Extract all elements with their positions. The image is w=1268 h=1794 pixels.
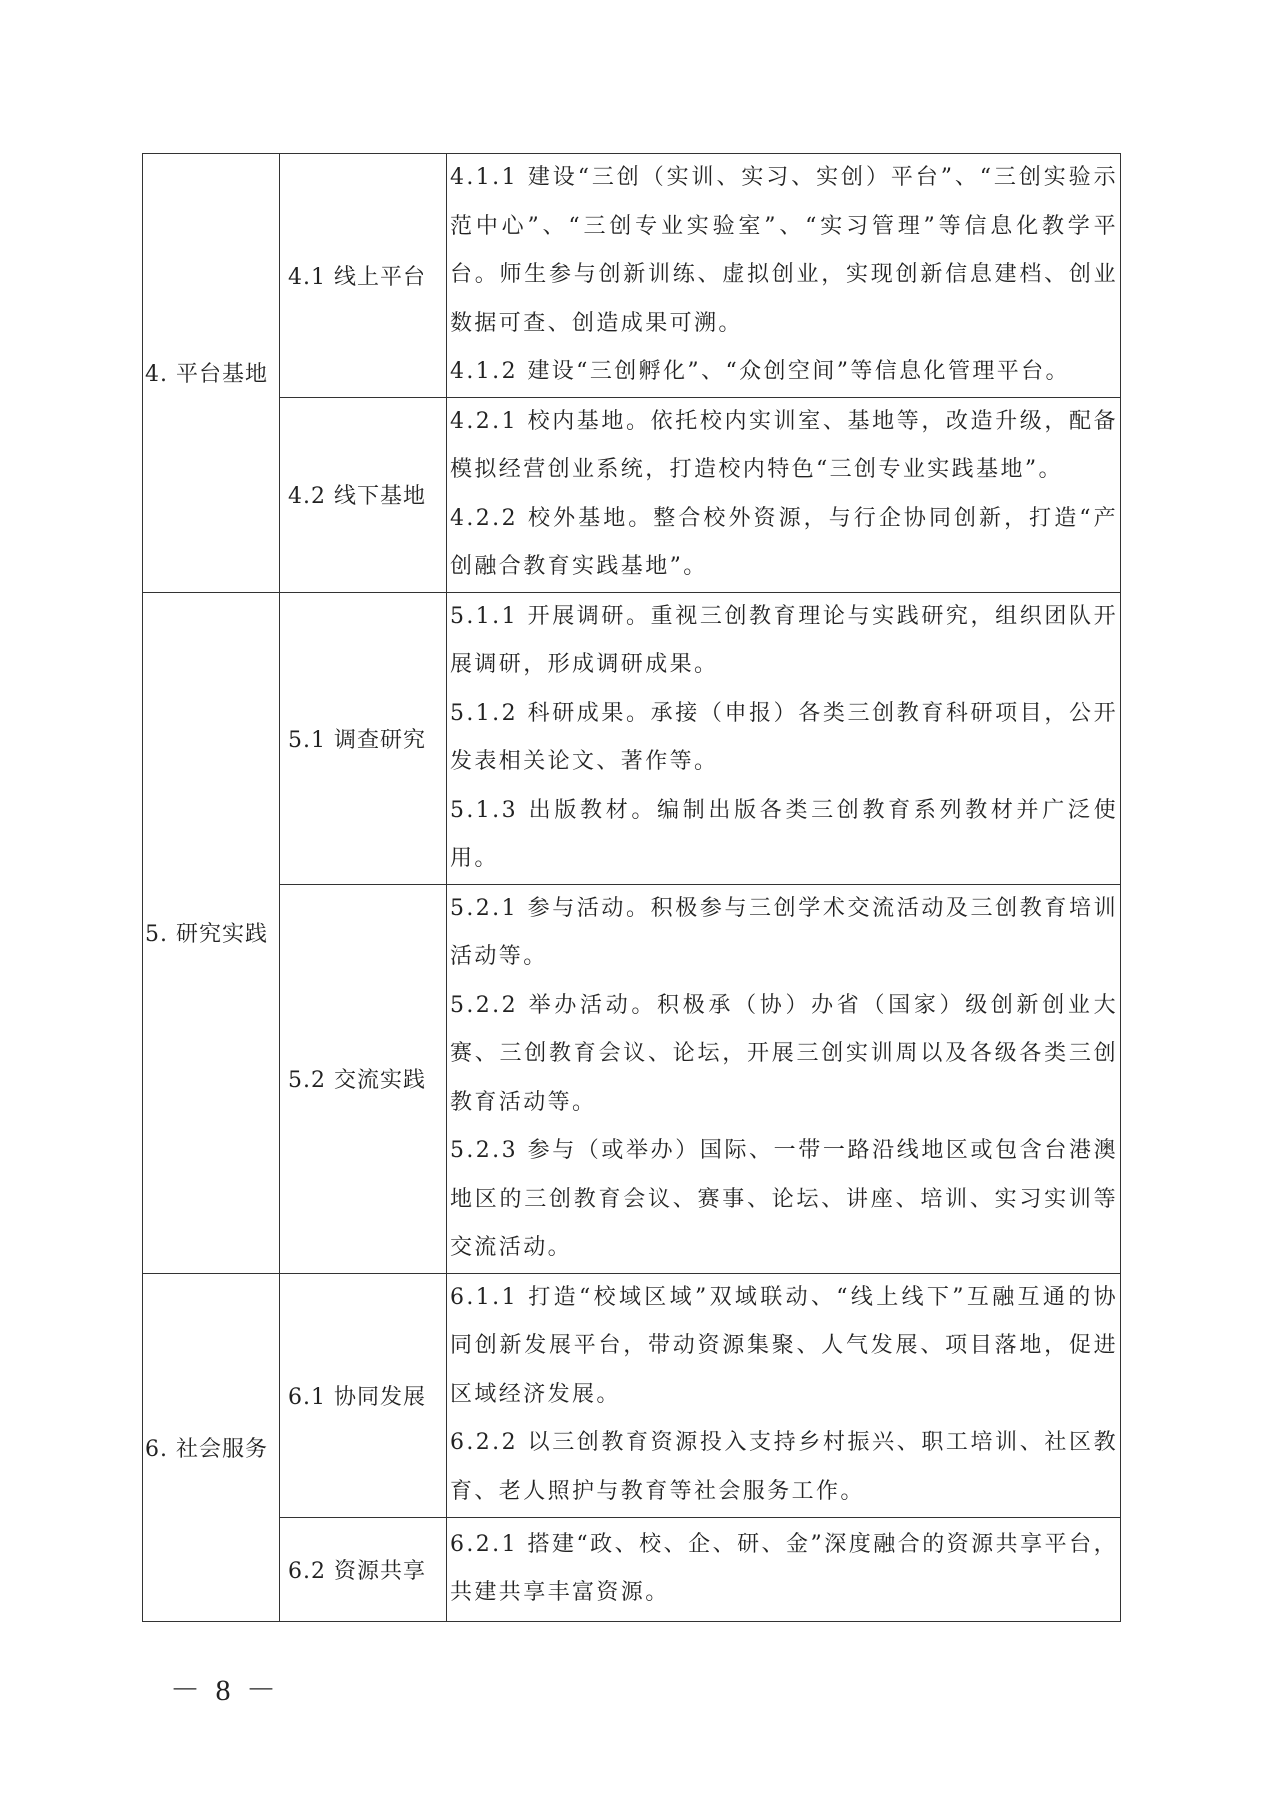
sub-exchange-practice: 5.2 交流实践	[280, 884, 447, 1273]
item-text: 5.1.2 科研成果。承接（申报）各类三创教育科研项目，公开发表相关论文、著作等。	[450, 700, 1118, 774]
table-row	[143, 884, 1121, 1273]
category-platform-base: 4. 平台基地	[143, 154, 280, 593]
item-text: 4.2.1 校内基地。依托校内实训室、基地等，改造升级，配备模拟经营创业系统，打造校内特色“三创专业实践基地”。	[450, 408, 1118, 482]
sub-online-platform: 4.1 线上平台	[280, 154, 447, 398]
content-cell	[447, 1517, 1121, 1621]
item-text: 4.2.2 校外基地。整合校外资源，与行企协同创新，打造“产创融合教育实践基地”。	[450, 505, 1118, 579]
content-cell	[447, 884, 1121, 1273]
policy-table	[142, 153, 1121, 1622]
sub-collaborative-development: 6.1 协同发展	[280, 1273, 447, 1517]
table-row	[143, 592, 1121, 884]
page-number: － 8 －	[170, 1674, 280, 1707]
sub-investigation-research: 5.1 调查研究	[280, 592, 447, 884]
table-row	[143, 397, 1121, 592]
item-text: 6.2.2 以三创教育资源投入支持乡村振兴、职工培训、社区教育、老人照护与教育等社会服务工作。	[450, 1430, 1118, 1504]
item-text: 4.1.1 建设“三创（实训、实习、实创）平台”、“三创实验示范中心”、“三创专业实验室”、“实习管理”等信息化教学平台。师生参与创新训练、虚拟创业，实现创新信息建档、创业数据可查、创造成果可溯。	[450, 165, 1118, 336]
sub-resource-sharing: 6.2 资源共享	[280, 1517, 447, 1621]
item-text: 5.2.3 参与（或举办）国际、一带一路沿线地区或包含台港澳地区的三创教育会议、赛事、论坛、讲座、培训、实习实训等交流活动。	[450, 1138, 1118, 1260]
table-row	[143, 1273, 1121, 1517]
item-text: 5.2.2 举办活动。积极承（协）办省（国家）级创新创业大赛、三创教育会议、论坛，开展三创实训周以及各级各类三创教育活动等。	[450, 992, 1118, 1115]
content-cell	[447, 1273, 1121, 1517]
table-row	[143, 154, 1121, 398]
content-cell	[447, 397, 1121, 592]
category-research-practice: 5. 研究实践	[143, 592, 280, 1273]
item-text: 6.2.1 搭建“政、校、企、研、金”深度融合的资源共享平台，共建共享丰富资源。	[450, 1531, 1118, 1605]
item-text: 5.1.1 开展调研。重视三创教育理论与实践研究，组织团队开展调研，形成调研成果。	[450, 603, 1118, 677]
table-row	[143, 1517, 1121, 1621]
item-text: 5.1.3 出版教材。编制出版各类三创教育系列教材并广泛使用。	[450, 797, 1118, 871]
content-cell	[447, 592, 1121, 884]
content-cell	[447, 154, 1121, 398]
item-text: 5.2.1 参与活动。积极参与三创学术交流活动及三创教育培训活动等。	[450, 895, 1118, 969]
item-text: 4.1.2 建设“三创孵化”、“众创空间”等信息化管理平台。	[450, 359, 1070, 384]
sub-offline-base: 4.2 线下基地	[280, 397, 447, 592]
item-text: 6.1.1 打造“校域区域”双域联动、“线上线下”互融互通的协同创新发展平台，带动资源集聚、人气发展、项目落地，促进区域经济发展。	[450, 1284, 1118, 1407]
category-social-service: 6. 社会服务	[143, 1273, 280, 1621]
